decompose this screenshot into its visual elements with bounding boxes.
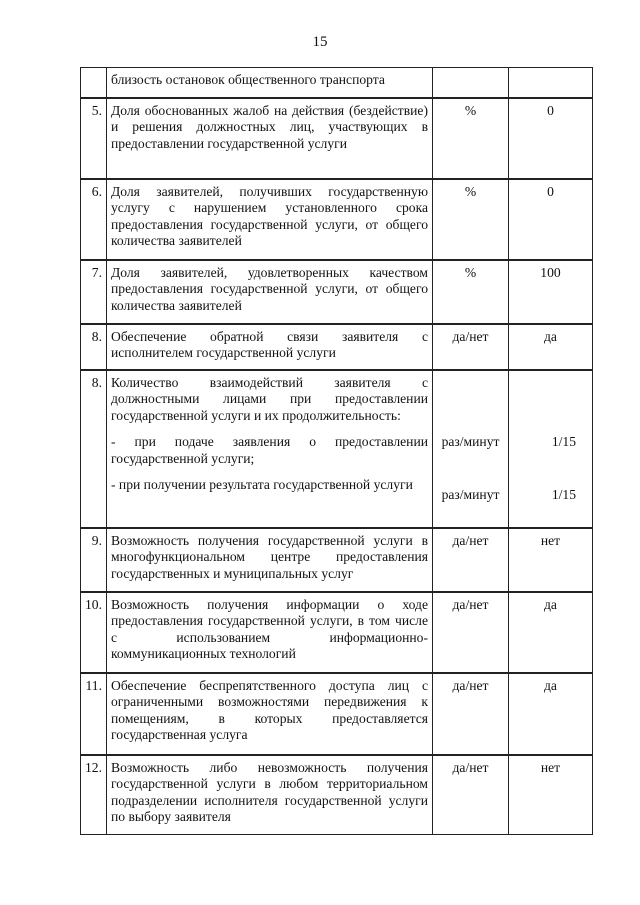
subitem-unit: раз/минут (441, 486, 500, 502)
row-unit (433, 370, 509, 528)
row-value: да (509, 673, 593, 755)
row-value: 100 (509, 260, 593, 324)
row-number: 8. (81, 324, 107, 370)
row-value: 0 (509, 179, 593, 260)
row-description: Возможность получения информации о ходе предоставления государственной услуги, в том числе с использованием информационно-коммуникационных технологий (107, 592, 433, 673)
table-row (81, 324, 593, 370)
row-unit: да/нет (433, 528, 509, 592)
indicators-table (80, 67, 593, 835)
subitem-value: 1/15 (551, 486, 576, 502)
row-unit: да/нет (433, 324, 509, 370)
row-number: 6. (81, 179, 107, 260)
row-description: Доля заявителей, удовлетворенных качеством предоставления государственной услуги, от общего количества заявителей (107, 260, 433, 324)
row-unit (433, 68, 509, 98)
row-number: 11. (81, 673, 107, 755)
table-row (81, 528, 593, 592)
table-row (81, 592, 593, 673)
row-value: нет (509, 755, 593, 835)
row-value (509, 68, 593, 98)
table-row (81, 370, 593, 528)
row-number: 8. (81, 370, 107, 528)
table-row (81, 98, 593, 179)
row-unit: % (433, 260, 509, 324)
row-unit: да/нет (433, 592, 509, 673)
row-unit: % (433, 98, 509, 179)
row-number: 12. (81, 755, 107, 835)
table-row (81, 179, 593, 260)
subitem-description: - при получении результата государственной услуги (111, 477, 413, 492)
row-number: 7. (81, 260, 107, 324)
row-value: нет (509, 528, 593, 592)
row-description: Доля заявителей, получивших государственную услугу с нарушением установленного срока предоставления государственной услуги, от общего количества заявителей (107, 179, 433, 260)
row-value: да (509, 324, 593, 370)
subitem-value: 1/15 (551, 434, 576, 449)
row-number: 9. (81, 528, 107, 592)
page-number: 15 (312, 34, 328, 50)
row-value (509, 370, 593, 528)
row-number: 10. (81, 592, 107, 673)
row-description: Возможность либо невозможность получения государственной услуги в любом территориальном подразделении исполнителя государственной услуги по выбору заявителя (107, 755, 433, 835)
row-unit: да/нет (433, 755, 509, 835)
table-row (81, 673, 593, 755)
table-row (81, 68, 593, 98)
row-description: Обеспечение обратной связи заявителя с исполнителем государственной услуги (107, 324, 433, 370)
row-description: Доля обоснованных жалоб на действия (бездействие) и решения должностных лиц, участвующих в предоставлении государственной услуги (107, 98, 433, 179)
table-row (81, 260, 593, 324)
subitem-unit: раз/минут (441, 434, 500, 449)
row-description-intro: Количество взаимодействий заявителя с должностными лицами при предоставлении государственной услуги и их продолжительность: (111, 374, 428, 423)
row-number (81, 68, 107, 98)
row-unit: % (433, 179, 509, 260)
subitem-description: - при подаче заявления о предоставлении государственной услуги; (111, 434, 428, 466)
row-value: да (509, 592, 593, 673)
row-number: 5. (81, 98, 107, 179)
row-description: Возможность получения государственной услуги в многофункциональном центре предоставления государственных и муниципальных услуг (107, 528, 433, 592)
row-description (107, 370, 433, 528)
row-value: 0 (509, 98, 593, 179)
table-row (81, 755, 593, 835)
row-description: Обеспечение беспрепятственного доступа лиц с ограниченными возможностями передвижения к помещениям, в которых предоставляется государственная услуга (107, 673, 433, 755)
row-description: близость остановок общественного транспорта (107, 68, 433, 98)
row-unit: да/нет (433, 673, 509, 755)
